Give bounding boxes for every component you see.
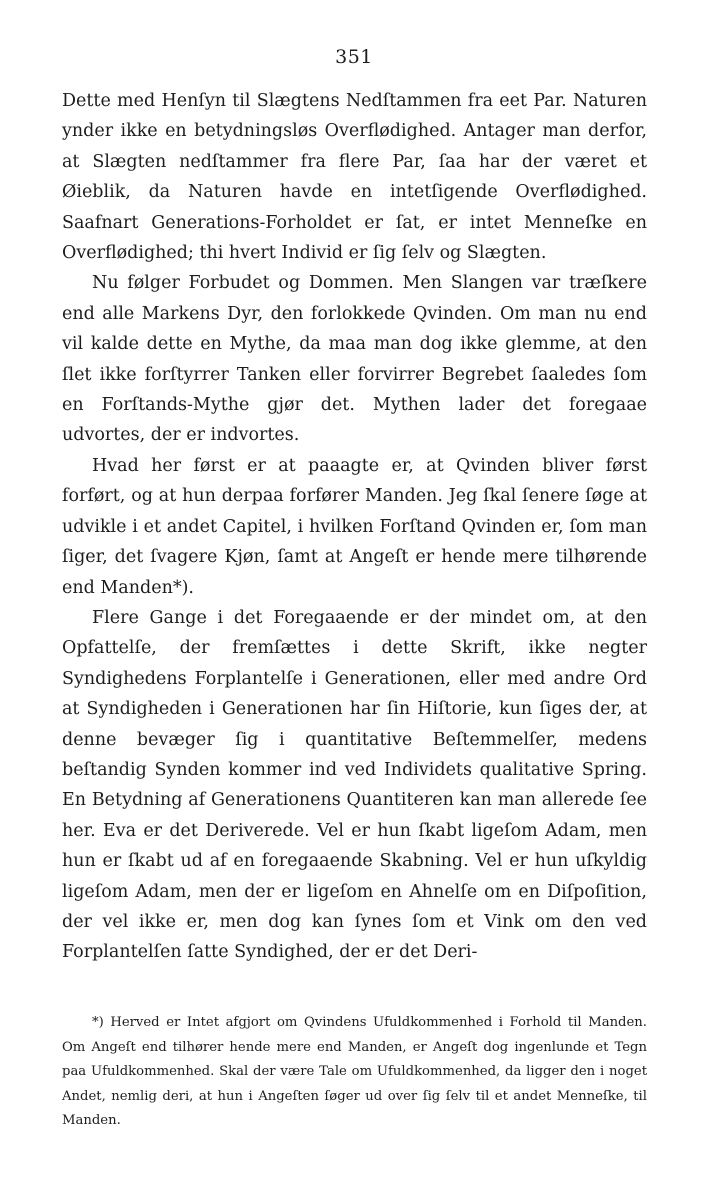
paragraph-2: Nu følger Forbudet og Dommen. Men Slangen var træſkere end alle Markens Dyr, den forlokkede Qvinden. Om man nu end vil kalde dette en Mythe, da maa man dog ikke glemme, at den ſlet ikke forſtyrrer Tanken eller forvirrer Begrebet ſaaledes ſom en Forſtands-Mythe gjør det. Mythen lader det foregaae udvortes, der er indvortes. (62, 273, 647, 446)
page-number: 351 (335, 46, 373, 68)
footnote (62, 1011, 647, 1134)
paragraph-3: Hvad her først er at paaagte er, at Qvinden bliver først forført, og at hun derpaa forfører Manden. Jeg ſkal ſenere ſøge at udvikle i et andet Capitel, i hvilken Forſtand Qvinden er, ſom man ſiger, det ſvagere Kjøn, ſamt at Angeſt er hende mere tilhørende end Manden*). (62, 455, 647, 598)
paragraph-4: Flere Gange i det Foregaaende er der mindet om, at den Opfattelſe, der fremſættes i dette Skrift, ikke negter Syndighedens Forplantelſe i Generationen, eller med andre Ord at Syndigheden i Generationen har ſin Hiſtorie, kun ſiges der, at denne bevæger ſig i quantitative Beſtemmelſer, medens beſtandig Synden kommer ind ved Individets qualitative Spring. En Betydning af Generationens Quantiteren kan man allerede ſee her. Eva er det Deriverede. Vel er hun ſkabt ligeſom Adam, men hun er ſkabt ud af en foregaaende Skabning. Vel er hun uſkyldig ligeſom Adam, men der er ligeſom en Ahnelſe om en Diſpoſition, der vel ikke er, men dog kan ſynes ſom et Vink om den ved Forplantelſen ſatte Syndighed, der er det Deri- (62, 607, 647, 963)
body-text (62, 86, 647, 968)
footnote-text: *) Herved er Intet afgjort om Qvindens Ufuldkommenhed i Forhold til Manden. Om Angeſt end tilhører hende mere end Manden, er Angeſt dog ingenlunde et Tegn paa Ufuldkommenhed. Skal der være Tale om Ufuldkommenhed, da ligger den i noget Andet, nemlig deri, at hun i Angeſten ſøger ud over ſig ſelv til et andet Menneſke, til Manden. (62, 1015, 647, 1128)
paragraph-1: Dette med Henſyn til Slægtens Nedſtammen fra eet Par. Naturen ynder ikke en betydningsløs Overflødighed. Antager man derfor, at Slægten nedſtammer fra flere Par, ſaa har der været et Øieblik, da Naturen havde en intetſigende Overflødighed. Saafnart Generations-Forholdet er ſat, er intet Menneſke en Overflødighed; thi hvert Individ er ſig ſelv og Slægten. (62, 91, 647, 264)
